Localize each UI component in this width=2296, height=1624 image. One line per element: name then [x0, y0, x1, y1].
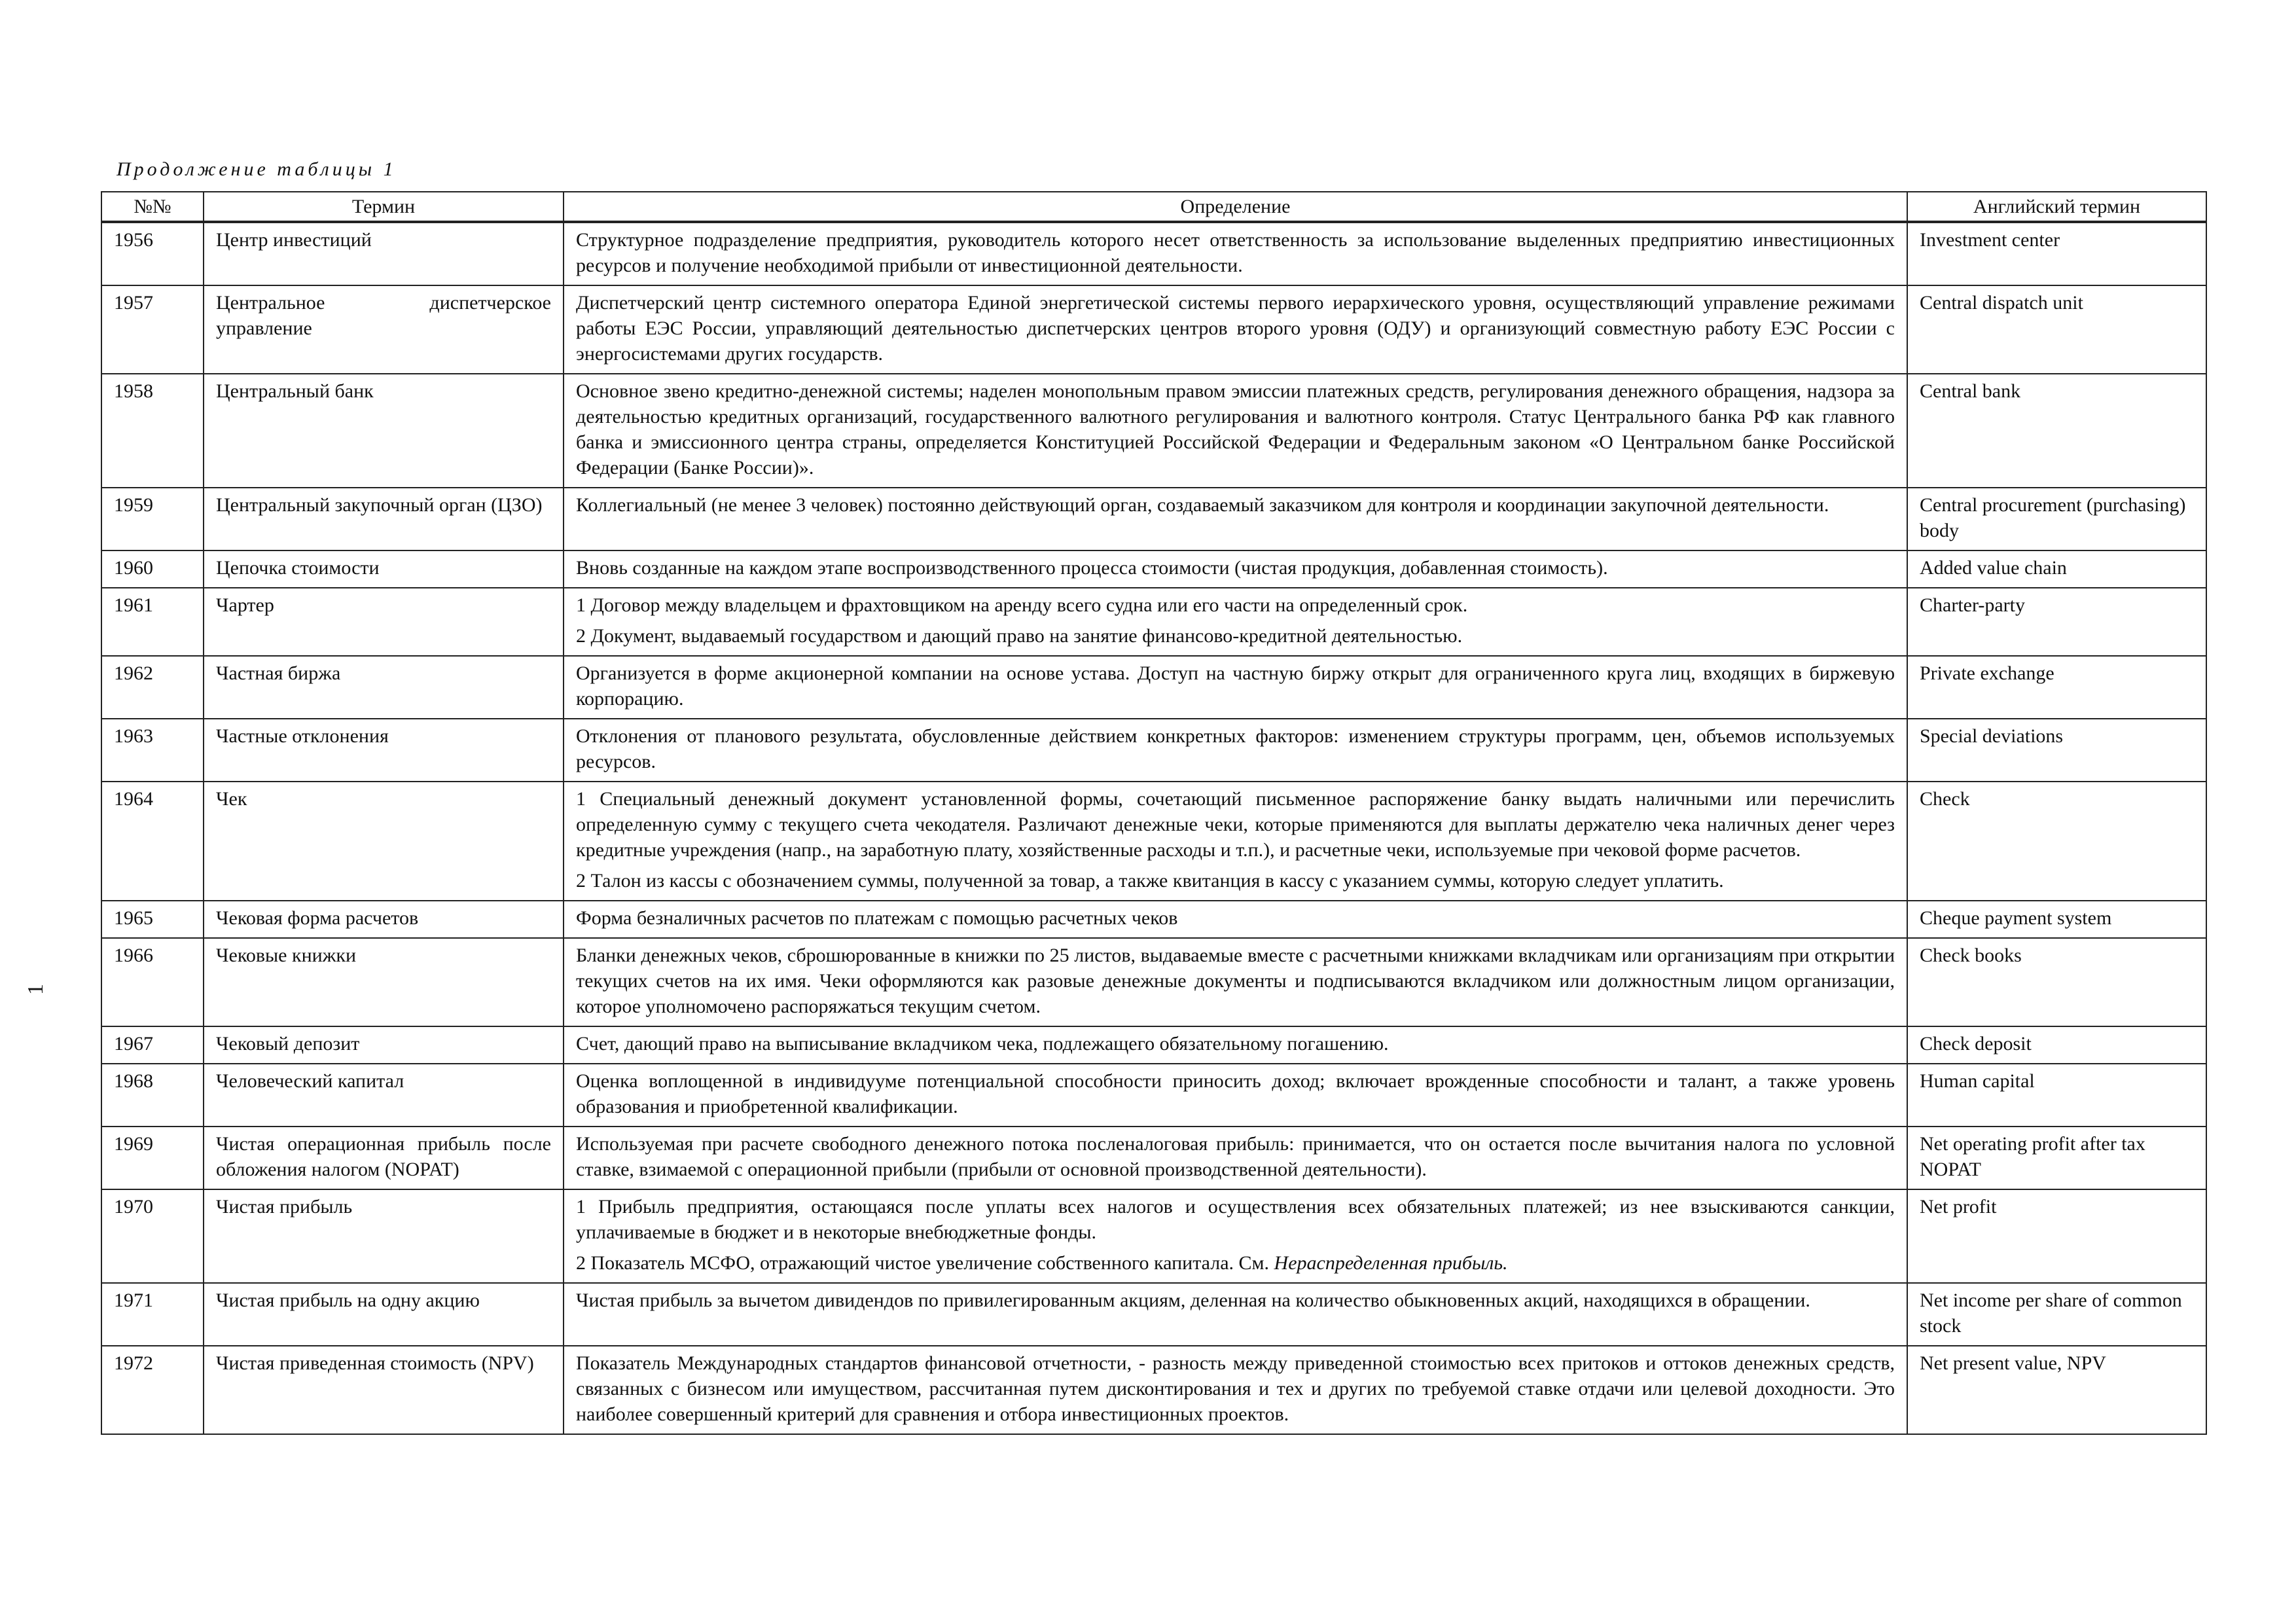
row-english-term: Private exchange: [1907, 656, 2206, 719]
row-term: Центральный банк: [204, 374, 564, 488]
row-term: Частная биржа: [204, 656, 564, 719]
row-term: Цепочка стоимости: [204, 550, 564, 588]
table-row: [101, 782, 2206, 901]
row-term: Чековые книжки: [204, 938, 564, 1026]
row-english-term: Check books: [1907, 938, 2206, 1026]
table-row: [101, 588, 2206, 656]
table-row: [101, 374, 2206, 488]
table-caption: Продолжение таблицы 1: [117, 158, 397, 180]
row-number: 1968: [101, 1064, 204, 1127]
row-number: 1957: [101, 285, 204, 374]
definition-text: [576, 1250, 1895, 1276]
table-row: [101, 222, 2206, 285]
row-english-term: Net operating profit after tax NOPAT: [1907, 1127, 2206, 1189]
row-definition: [564, 782, 1907, 901]
definition-text: 1 Специальный денежный документ установленной формы, сочетающий письменное распоряжение банку выдать наличными или перечислить определенную сумму с текущего счета чекодателя. Различают денежные чеки, которые применяются для выплаты держателю чека наличных денег через кредитные учреждения (напр., на заработную плату, хозяйственные расходы и т.п.), и расчетные чеки, используемые при чековой форме расчетов.: [576, 788, 1895, 861]
row-number: 1965: [101, 901, 204, 938]
row-number: 1963: [101, 719, 204, 782]
row-definition: [564, 1346, 1907, 1434]
table-row: [101, 1346, 2206, 1434]
glossary-table: [101, 191, 2207, 1435]
table-row: [101, 901, 2206, 938]
definition-text: 1 Прибыль предприятия, остающаяся после уплаты всех налогов и осуществления всех обязательных платежей; из нее взыскиваются санкции, уплачиваемые в бюджет и в некоторые внебюджетные фонды.: [576, 1196, 1895, 1243]
table-header-row: [101, 192, 2206, 222]
table-row: [101, 1283, 2206, 1346]
row-number: 1969: [101, 1127, 204, 1189]
header-definition: Определение: [564, 192, 1907, 222]
row-definition: [564, 938, 1907, 1026]
header-english-term: Английский термин: [1907, 192, 2206, 222]
row-english-term: Added value chain: [1907, 550, 2206, 588]
table-row: [101, 938, 2206, 1026]
table-row: [101, 488, 2206, 550]
table-row: [101, 1127, 2206, 1189]
row-term: Чистая операционная прибыль после обложения налогом (NOPAT): [204, 1127, 564, 1189]
row-definition: [564, 285, 1907, 374]
row-term: Частные отклонения: [204, 719, 564, 782]
row-number: 1961: [101, 588, 204, 656]
row-english-term: Cheque payment system: [1907, 901, 2206, 938]
row-english-term: Check deposit: [1907, 1026, 2206, 1064]
row-definition: [564, 550, 1907, 588]
row-definition: [564, 1283, 1907, 1346]
row-number: 1958: [101, 374, 204, 488]
row-term: Чековая форма расчетов: [204, 901, 564, 938]
row-number: 1960: [101, 550, 204, 588]
definition-text: Используемая при расчете свободного денежного потока посленалоговая прибыль: принимается, что он остается после вычитания налога по условной ставке, взимаемой с операционной прибыли (прибыли от основной производственной деятельности).: [576, 1133, 1895, 1180]
definition-text: Чистая прибыль за вычетом дивидендов по привилегированным акциям, деленная на количество обыкновенных акций, находящихся в обращении.: [576, 1290, 1810, 1311]
definition-text: Оценка воплощенной в индивидууме потенциальной способности приносить доход; включает врожденные способности и талант, а также уровень образования и приобретенной квалификации.: [576, 1070, 1895, 1117]
row-english-term: Net present value, NPV: [1907, 1346, 2206, 1434]
row-term: Чистая прибыль: [204, 1189, 564, 1283]
cross-reference-link: Нераспределенная прибыль.: [1274, 1252, 1508, 1274]
row-term: Человеческий капитал: [204, 1064, 564, 1127]
row-number: 1971: [101, 1283, 204, 1346]
row-number: 1970: [101, 1189, 204, 1283]
definition-text: Диспетчерский центр системного оператора Единой энергетической системы первого иерархического уровня, осуществляющий управление режимами работы ЕЭС России, управляющий деятельностью диспетчерских центров второго уровня (ОДУ) и организующий совместную работу ЕЭС России с энергосистемами других государств.: [576, 292, 1895, 365]
definition-text-prefix: 2 Показатель МСФО, отражающий чистое увеличение собственного капитала. См.: [576, 1252, 1274, 1274]
definition-text: Основное звено кредитно-денежной системы; наделен монопольным правом эмиссии платежных средств, регулирования денежного обращения, надзора за деятельностью кредитных организаций, государственного валютного регулирования и валютного контроля. Статус Центрального банка РФ как главного банка и эмиссионного центра страны, определяется Конституцией Российской Федерации и Федеральным законом «О Центральном банке Российской Федерации (Банке России)».: [576, 380, 1895, 478]
row-english-term: Central bank: [1907, 374, 2206, 488]
definition-text: Отклонения от планового результата, обусловленные действием конкретных факторов: изменением структуры программ, цен, объемов используемых ресурсов.: [576, 725, 1895, 772]
row-definition: [564, 1064, 1907, 1127]
definition-text: Организуется в форме акционерной компании на основе устава. Доступ на частную биржу открыт для ограниченного круга лиц, входящих в биржевую корпорацию.: [576, 662, 1895, 710]
row-english-term: Central procurement (purchasing) body: [1907, 488, 2206, 550]
row-english-term: Investment center: [1907, 222, 2206, 285]
table-row: [101, 550, 2206, 588]
row-definition: [564, 656, 1907, 719]
definition-text: Структурное подразделение предприятия, руководитель которого несет ответственность за использование выделенных предприятию инвестиционных ресурсов и получение необходимой прибыли от инвестиционной деятельности.: [576, 229, 1895, 276]
row-english-term: Check: [1907, 782, 2206, 901]
page-side-mark: 1: [24, 984, 48, 995]
header-number: №№: [101, 192, 204, 222]
row-term: Центральное диспетчерское управление: [204, 285, 564, 374]
header-term: Термин: [204, 192, 564, 222]
row-definition: [564, 719, 1907, 782]
row-number: 1964: [101, 782, 204, 901]
row-term: Центр инвестиций: [204, 222, 564, 285]
definition-text: 1 Договор между владельцем и фрахтовщиком на аренду всего судна или его части на определенный срок.: [576, 594, 1468, 616]
definition-text: 2 Документ, выдаваемый государством и дающий право на занятие финансово-кредитной деятельностью.: [576, 625, 1463, 647]
table-row: [101, 1026, 2206, 1064]
definition-text: Коллегиальный (не менее 3 человек) постоянно действующий орган, создаваемый заказчиком для контроля и координации закупочной деятельности.: [576, 494, 1829, 516]
definition-text: Вновь созданные на каждом этапе воспроизводственного процесса стоимости (чистая продукция, добавленная стоимость).: [576, 557, 1608, 579]
row-english-term: Human capital: [1907, 1064, 2206, 1127]
row-term: Чистая приведенная стоимость (NPV): [204, 1346, 564, 1434]
definition-text: 2 Талон из кассы с обозначением суммы, полученной за товар, а также квитанция в кассу с указанием суммы, которую следует уплатить.: [576, 870, 1724, 892]
row-english-term: Central dispatch unit: [1907, 285, 2206, 374]
table-row: [101, 719, 2206, 782]
table-row: [101, 285, 2206, 374]
row-definition: [564, 488, 1907, 550]
row-term: Чек: [204, 782, 564, 901]
row-definition: [564, 588, 1907, 656]
row-number: 1959: [101, 488, 204, 550]
table-row: [101, 656, 2206, 719]
row-number: 1962: [101, 656, 204, 719]
row-term: Чековый депозит: [204, 1026, 564, 1064]
definition-text: Бланки денежных чеков, сброшюрованные в книжки по 25 листов, выдаваемые вместе с расчетными книжками вкладчикам или организациям при открытии текущих счетов на их имя. Чеки оформляются как разовые денежные документы и подписываются вкладчиком или должностным лицом организации, которое уполномочено распоряжаться текущим счетом.: [576, 945, 1895, 1017]
table-row: [101, 1064, 2206, 1127]
row-number: 1956: [101, 222, 204, 285]
definition-text: Форма безналичных расчетов по платежам с помощью расчетных чеков: [576, 907, 1178, 929]
row-definition: [564, 1127, 1907, 1189]
row-definition: [564, 1026, 1907, 1064]
row-number: 1967: [101, 1026, 204, 1064]
row-english-term: Net income per share of common stock: [1907, 1283, 2206, 1346]
row-definition: [564, 374, 1907, 488]
row-definition: [564, 222, 1907, 285]
row-number: 1972: [101, 1346, 204, 1434]
definition-text: Показатель Международных стандартов финансовой отчетности, - разность между приведенной стоимостью всех притоков и оттоков денежных средств, связанных с бизнесом или имуществом, рассчитанная путем дисконтирования и тех и других по требуемой ставке отдачи или целевой доходности. Это наиболее совершенный критерий для сравнения и отбора инвестиционных проектов.: [576, 1352, 1895, 1425]
row-english-term: Net profit: [1907, 1189, 2206, 1283]
row-definition: [564, 1189, 1907, 1283]
row-english-term: Charter-party: [1907, 588, 2206, 656]
table-row: [101, 1189, 2206, 1283]
row-term: Чартер: [204, 588, 564, 656]
row-english-term: Special deviations: [1907, 719, 2206, 782]
row-definition: [564, 901, 1907, 938]
row-term: Чистая прибыль на одну акцию: [204, 1283, 564, 1346]
definition-text: Счет, дающий право на выписывание вкладчиком чека, подлежащего обязательному погашению.: [576, 1033, 1389, 1055]
row-number: 1966: [101, 938, 204, 1026]
row-term: Центральный закупочный орган (ЦЗО): [204, 488, 564, 550]
